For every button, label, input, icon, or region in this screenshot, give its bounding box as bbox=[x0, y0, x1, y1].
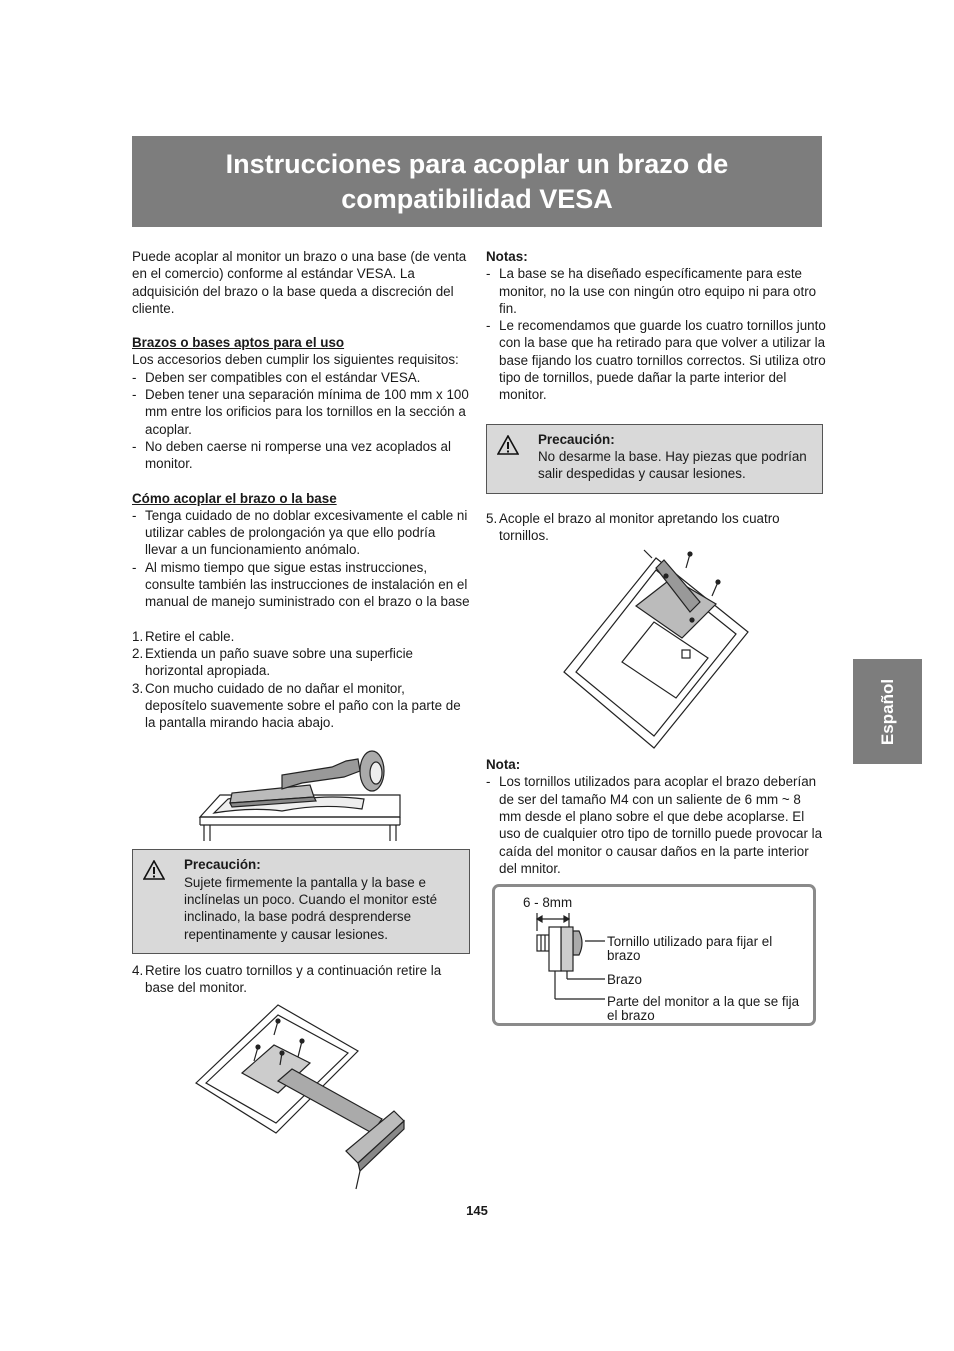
remove-base-illustration bbox=[132, 1001, 470, 1191]
screw-label: Tornillo utilizado para fijar el brazo bbox=[607, 934, 773, 963]
list-item: - Tenga cuidado de no doblar excesivamente el cable ni utilizar cables de prolongación ya que ello podría llevar a un funcionamiento anómalo. bbox=[132, 507, 470, 559]
title-banner bbox=[132, 136, 822, 227]
caution-text: No desarme la base. Hay piezas que podrían salir despedidas y causar lesiones. bbox=[538, 448, 807, 482]
monitor-part-label: Parte del monitor a la que se fija el brazo bbox=[607, 994, 800, 1023]
dimension-label: 6 - 8mm bbox=[523, 895, 573, 910]
list-item: - Deben ser compatibles con el estándar VESA. bbox=[132, 369, 470, 386]
requirements-list bbox=[132, 369, 470, 473]
list-item: - Al mismo tiempo que sigue estas instrucciones, consulte también las instrucciones de instalación en el manual de manejo suministrado con el brazo o la base bbox=[132, 559, 470, 611]
caution-title: Precaución: bbox=[538, 431, 615, 447]
steps-list bbox=[132, 628, 470, 732]
step-item: 3. Con mucho cuidado de no dañar el monitor, deposítelo suavemente sobre el paño con la parte de la pantalla mirando hacia abajo. bbox=[132, 680, 461, 731]
arm-label: Brazo bbox=[607, 972, 642, 987]
step-item: 2. Extienda un paño suave sobre una superficie horizontal apropiada. bbox=[132, 645, 413, 679]
list-item: - No deben caerse ni romperse una vez acoplados al monitor. bbox=[132, 438, 470, 473]
right-column bbox=[486, 248, 826, 877]
caution-text: Sujete firmemente la pantalla y la base e inclínelas un poco. Cuando el monitor esté inclinado, la base podrá desprenderse repentinamente y causar lesiones. bbox=[184, 874, 438, 942]
step-item: 4. Retire los cuatro tornillos y a continuación retire la base del monitor. bbox=[132, 962, 442, 996]
caution-box-2 bbox=[486, 424, 823, 494]
list-item: - Los tornillos utilizados para acoplar el brazo deberían de ser del tamaño M4 con un saliente de 6 mm ~ 8 mm desde el plano sobre el que debe acoplarse. El uso de cualquier otro tipo de tornillo puede provocar la caída del monitor o causar daños en la parte interior del mnitor. bbox=[486, 773, 826, 877]
howto-list bbox=[132, 507, 470, 611]
note-title: Nota: bbox=[486, 757, 521, 773]
section-lead: Los accesorios deben cumplir los siguientes requisitos: bbox=[132, 352, 459, 368]
section-heading-suitable: Brazos o bases aptos para el uso bbox=[132, 335, 345, 351]
step-item: 5. Acople el brazo al monitor apretando los cuatro tornillos. bbox=[486, 510, 780, 543]
warning-icon bbox=[143, 860, 165, 880]
monitor-facedown-illustration bbox=[132, 737, 470, 843]
left-column bbox=[132, 248, 470, 1191]
language-tab-label: Español bbox=[877, 678, 897, 745]
notes-title: Notas: bbox=[486, 249, 528, 264]
language-tab bbox=[853, 659, 922, 764]
steps-list-3 bbox=[486, 510, 826, 545]
list-item: - La base se ha diseñado específicamente para este monitor, no la use con ningún otro equipo ni para otro fin. bbox=[486, 265, 826, 317]
notes-list bbox=[486, 265, 826, 403]
warning-icon bbox=[497, 435, 519, 455]
screw-diagram bbox=[492, 884, 816, 1026]
attach-arm-illustration bbox=[486, 548, 826, 754]
page-number: 145 bbox=[466, 1203, 488, 1218]
intro-paragraph: Puede acoplar al monitor un brazo o una base (de venta en el comercio) conforme al estándar VESA. La adquisición del brazo o la base queda a discreción del cliente. bbox=[132, 249, 467, 316]
screw-cross-section bbox=[523, 913, 613, 1023]
caution-title: Precaución: bbox=[184, 857, 261, 873]
caution-box bbox=[132, 849, 470, 953]
list-item: - Le recomendamos que guarde los cuatro tornillos junto con la base que ha retirado para que volver a utilizar la base fijando los cuatro tornillos correctos. Si utiliza otro tipo de tornillos, puede dañar la parte interior del monitor. bbox=[486, 317, 826, 403]
note-list bbox=[486, 773, 826, 877]
list-item: - Deben tener una separación mínima de 100 mm x 100 mm entre los orificios para los tornillos en la sección a acoplar. bbox=[132, 386, 470, 438]
page-title: Instrucciones para acoplar un brazo de compatibilidad VESA bbox=[225, 148, 729, 214]
steps-list-2 bbox=[132, 962, 470, 997]
step-item: 1. Retire el cable. bbox=[132, 628, 235, 644]
section-heading-how-to: Cómo acoplar el brazo o la base bbox=[132, 490, 337, 506]
